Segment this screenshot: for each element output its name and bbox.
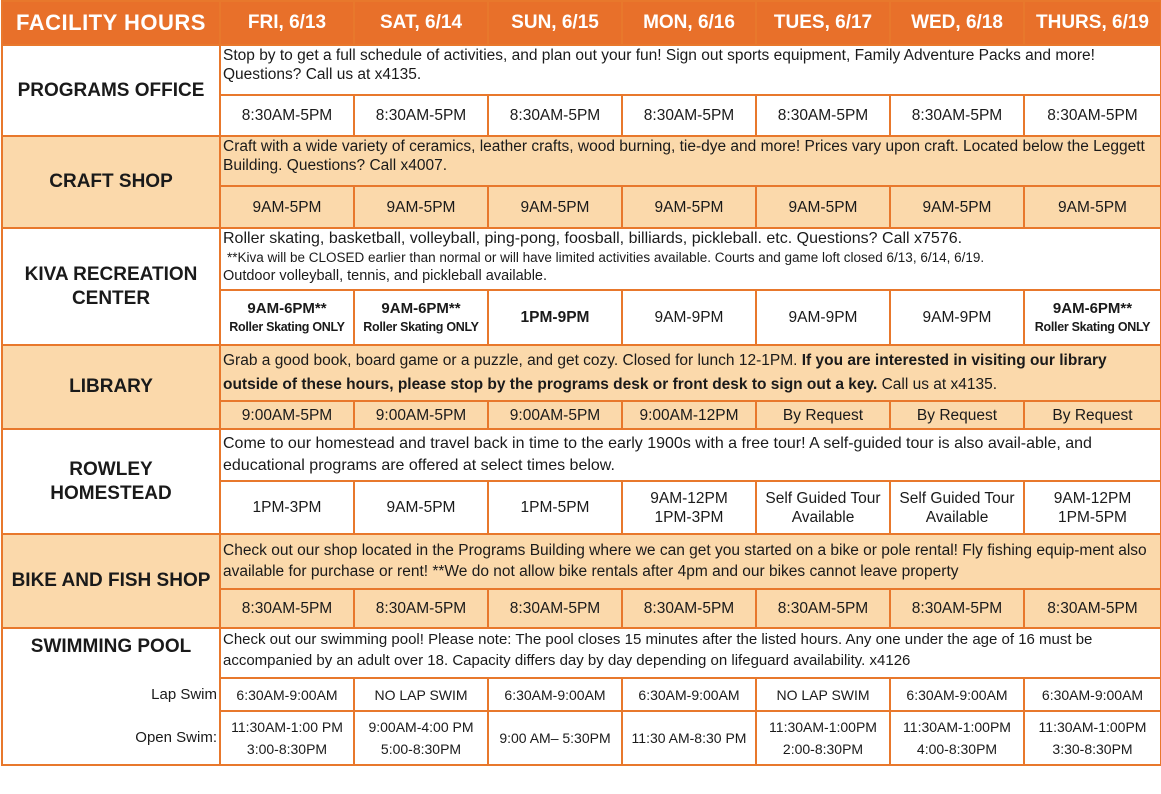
rowley-desc-row (2, 429, 1161, 481)
facility-name-line: HOMESTEAD (50, 482, 172, 504)
pool-open-row (2, 711, 1161, 765)
hours-cell: 8:30AM-5PM (890, 589, 1024, 628)
hours-cell (354, 711, 488, 765)
hours-cell (1024, 481, 1161, 534)
hours-cell: 8:30AM-5PM (488, 589, 622, 628)
facility-name-rowley (2, 429, 220, 534)
hours-line: 1PM-5PM (520, 499, 590, 516)
library-desc-text: Grab a good book, board game or a puzzle, and get cozy. Closed for lunch 12-1PM. (223, 352, 802, 369)
hours-line: 9AM-5PM (386, 499, 456, 516)
hours-cell: 8:30AM-5PM (488, 95, 622, 136)
hours-cell: 9AM-5PM (220, 186, 354, 228)
facility-name-line: KIVA RECREATION (24, 263, 198, 285)
hours-line: 3:30-8:30PM (1052, 741, 1133, 757)
hours-line: 11:30 AM-8:30 PM (631, 730, 747, 746)
hours-cell (354, 481, 488, 534)
hours-line: Self Guided Tour (899, 489, 1015, 507)
hours-line: 9:00 AM– 5:30PM (499, 730, 611, 746)
hours-cell: 8:30AM-5PM (890, 95, 1024, 136)
kiva-desc-line: **Kiva will be CLOSED earlier than normal or will have limited activities available. Courts and game loft closed 6/13, 6/14, 6/19. (227, 250, 985, 265)
hours-cell: 9AM-5PM (756, 186, 890, 228)
open-swim-label: Open Swim: (2, 711, 220, 765)
lap-swim-label: Lap Swim (2, 678, 220, 711)
hours-line: 9:00AM-4:00 PM (368, 719, 474, 735)
hours-cell: 9:00AM-12PM (622, 401, 756, 429)
hours-cell (220, 481, 354, 534)
hours-cell: 9AM-9PM (622, 290, 756, 345)
hours-cell (622, 711, 756, 765)
programs-office-desc-row (2, 45, 1161, 95)
hours-cell: 8:30AM-5PM (220, 589, 354, 628)
day-header: SUN, 6/15 (488, 1, 622, 45)
hours-cell (220, 290, 354, 345)
hours-line: 1PM-3PM (654, 508, 724, 526)
facility-name-bike-fish: BIKE AND FISH SHOP (2, 534, 220, 628)
facility-hours-table (1, 0, 1161, 766)
hours-cell (756, 711, 890, 765)
hours-cell (890, 481, 1024, 534)
hours-cell (1024, 290, 1161, 345)
facility-name-library: LIBRARY (2, 345, 220, 429)
hours-cell (488, 481, 622, 534)
hours-line: 11:30AM-1:00PM (903, 719, 1011, 735)
hours-cell (354, 290, 488, 345)
kiva-description (220, 228, 1161, 290)
hours-line: 5:00-8:30PM (380, 741, 462, 757)
kiva-desc-line: Roller skating, basketball, volleyball, ping-pong, foosball, billiards, pickleball. etc. Questions? Call x7576. (223, 230, 963, 247)
hours-cell: 1PM-9PM (488, 290, 622, 345)
hours-cell: 9:00AM-5PM (354, 401, 488, 429)
hours-line: 4:00-8:30PM (916, 741, 998, 757)
hours-line: 1PM-3PM (252, 499, 322, 516)
hours-cell: 9AM-5PM (354, 186, 488, 228)
hours-cell: 9AM-5PM (1024, 186, 1161, 228)
hours-cell: 6:30AM-9:00AM (622, 678, 756, 711)
header-row (2, 1, 1161, 45)
kiva-desc-row (2, 228, 1161, 290)
hours-note: Roller Skating ONLY (229, 319, 345, 334)
hours-main: 9AM-6PM** (381, 299, 461, 317)
hours-cell: 8:30AM-5PM (354, 589, 488, 628)
facility-name-pool: SWIMMING POOL (2, 628, 220, 678)
hours-cell: By Request (1024, 401, 1161, 429)
hours-cell: 8:30AM-5PM (622, 95, 756, 136)
hours-cell: By Request (890, 401, 1024, 429)
facility-name-programs-office: PROGRAMS OFFICE (2, 45, 220, 136)
hours-note: Roller Skating ONLY (1034, 319, 1151, 334)
programs-office-description: Stop by to get a full schedule of activities, and plan out your fun! Sign out sports equipment, Family Adventure Packs and more! Questions? Call us at x4135. (220, 45, 1161, 95)
hours-line: 11:30AM-1:00 PM (231, 719, 343, 735)
hours-cell (1024, 711, 1161, 765)
hours-cell (756, 481, 890, 534)
day-header: WED, 6/18 (890, 1, 1024, 45)
hours-cell: NO LAP SWIM (354, 678, 488, 711)
facility-name-line: ROWLEY (69, 458, 153, 480)
hours-cell: 9AM-9PM (756, 290, 890, 345)
hours-cell: 8:30AM-5PM (622, 589, 756, 628)
hours-cell: 8:30AM-5PM (756, 589, 890, 628)
hours-cell: NO LAP SWIM (756, 678, 890, 711)
hours-line: 11:30AM-1:00PM (1038, 719, 1147, 735)
hours-line: Available (925, 508, 989, 526)
craft-shop-description: Craft with a wide variety of ceramics, leather crafts, wood burning, tie-dye and more! Prices vary upon craft. Located below the Leggett Building. Questions? Call x4007. (220, 136, 1161, 186)
hours-line: 3:00-8:30PM (246, 741, 328, 757)
hours-line: Available (791, 508, 855, 526)
facility-name-craft-shop: CRAFT SHOP (2, 136, 220, 228)
hours-line: 11:30AM-1:00PM (769, 719, 877, 735)
day-header: TUES, 6/17 (756, 1, 890, 45)
hours-cell (220, 711, 354, 765)
hours-cell (622, 481, 756, 534)
facility-hours-title: FACILITY HOURS (2, 1, 220, 45)
day-header: MON, 6/16 (622, 1, 756, 45)
library-desc-tail: Call us at x4135. (877, 376, 998, 393)
hours-cell: 9AM-9PM (890, 290, 1024, 345)
hours-line: 9AM-12PM (1053, 489, 1132, 507)
kiva-desc-line: Outdoor volleyball, tennis, and pickleball available. (223, 268, 548, 284)
library-desc-bold: If you are interested in visiting our library outside of these hours, please stop by the programs desk or front desk to sign out a key. (223, 352, 1107, 393)
library-description (220, 345, 1161, 401)
hours-cell (488, 711, 622, 765)
pool-lap-row (2, 678, 1161, 711)
hours-cell: 9:00AM-5PM (220, 401, 354, 429)
hours-main: 9AM-6PM** (1052, 299, 1133, 317)
hours-cell: 6:30AM-9:00AM (488, 678, 622, 711)
rowley-description: Come to our homestead and travel back in time to the early 1900s with a free tour! A self-guided tour is also avail-able, and educational programs are offered at select times below. (220, 429, 1161, 481)
hours-cell: By Request (756, 401, 890, 429)
craft-shop-desc-row (2, 136, 1161, 186)
hours-cell: 8:30AM-5PM (1024, 95, 1161, 136)
hours-cell: 9AM-5PM (622, 186, 756, 228)
hours-line: Self Guided Tour (765, 489, 881, 507)
hours-cell: 6:30AM-9:00AM (890, 678, 1024, 711)
hours-cell: 8:30AM-5PM (220, 95, 354, 136)
bike-fish-description: Check out our shop located in the Programs Building where we can get you started on a bike or pole rental! Fly fishing equip-ment also available for purchase or rent! **We do not allow bike rentals after 4pm and our bikes cannot leave property (220, 534, 1161, 589)
library-desc-row (2, 345, 1161, 401)
hours-cell: 8:30AM-5PM (354, 95, 488, 136)
hours-cell: 8:30AM-5PM (756, 95, 890, 136)
bike-fish-desc-row (2, 534, 1161, 589)
day-header: SAT, 6/14 (354, 1, 488, 45)
hours-cell: 8:30AM-5PM (1024, 589, 1161, 628)
hours-line: 2:00-8:30PM (782, 741, 864, 757)
hours-line: 1PM-5PM (1058, 508, 1127, 526)
hours-note: Roller Skating ONLY (363, 319, 479, 334)
pool-desc-row (2, 628, 1161, 678)
hours-cell: 6:30AM-9:00AM (1024, 678, 1161, 711)
facility-name-line: CENTER (71, 287, 151, 309)
hours-main: 9AM-6PM** (247, 299, 327, 317)
hours-cell (890, 711, 1024, 765)
facility-name-kiva (2, 228, 220, 345)
hours-line: 9AM-12PM (650, 489, 728, 507)
day-header: THURS, 6/19 (1024, 1, 1161, 45)
hours-cell: 6:30AM-9:00AM (220, 678, 354, 711)
pool-description: Check out our swimming pool! Please note: The pool closes 15 minutes after the listed hours. Any one under the age of 16 must be accompanied by an adult over 18. Capacity differs day by day depending on lifeguard availability. x4126 (220, 628, 1161, 678)
hours-cell: 9AM-5PM (488, 186, 622, 228)
hours-cell: 9AM-5PM (890, 186, 1024, 228)
hours-cell: 9:00AM-5PM (488, 401, 622, 429)
day-header: FRI, 6/13 (220, 1, 354, 45)
